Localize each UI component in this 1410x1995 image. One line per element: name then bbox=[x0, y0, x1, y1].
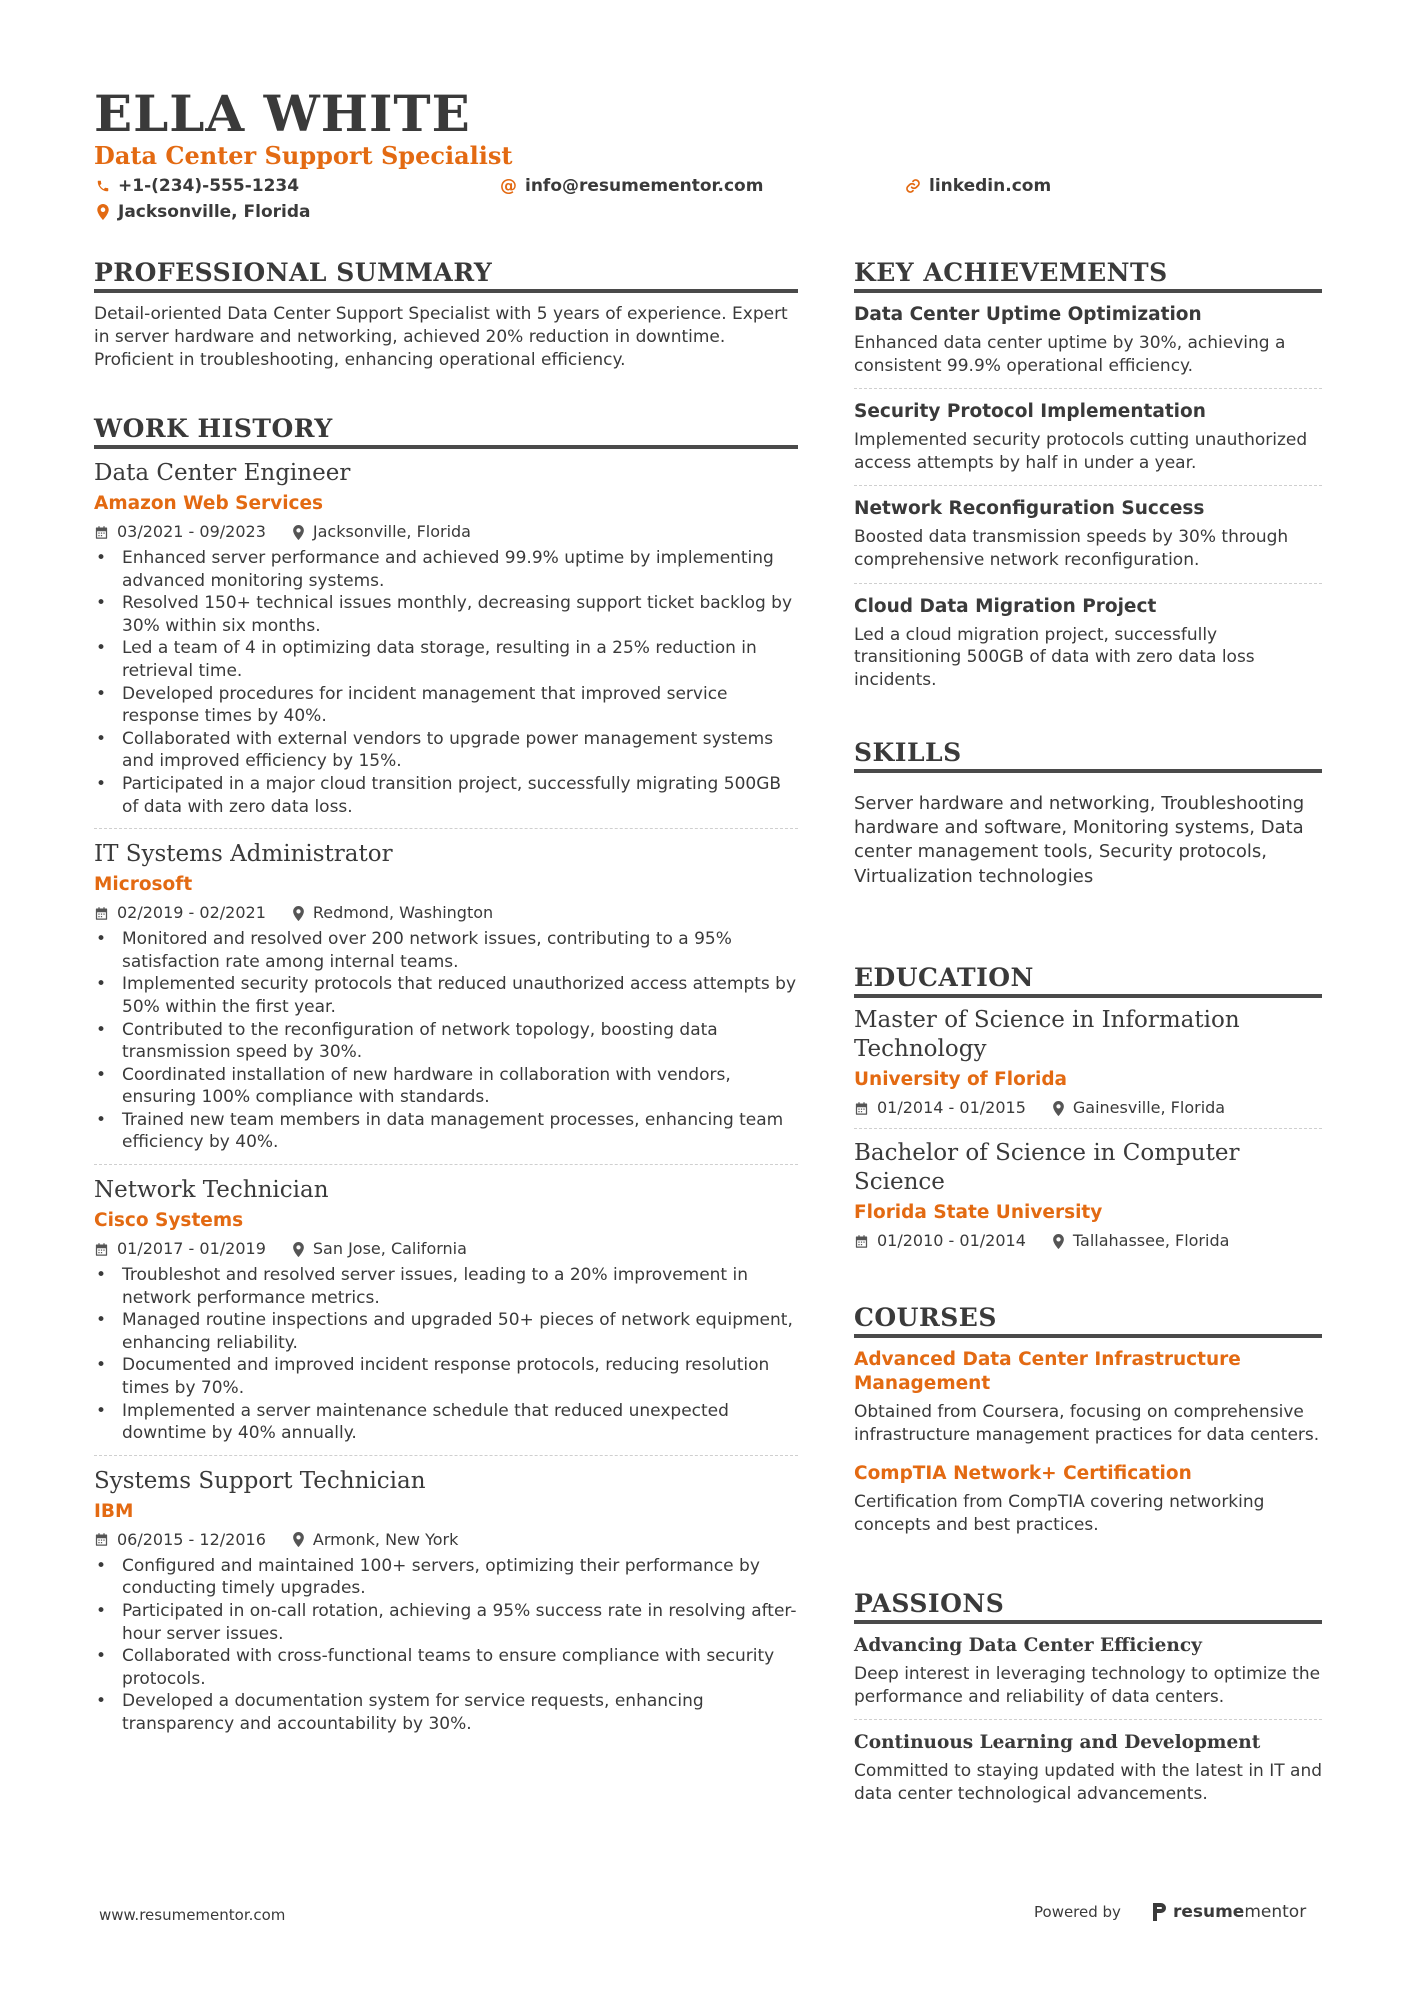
degree-title: Bachelor of Science in Computer Science bbox=[854, 1140, 1240, 1195]
course-desc: Certification from CompTIA covering networking concepts and best practices. bbox=[854, 1492, 1265, 1535]
education-meta bbox=[854, 1230, 1322, 1252]
powered-by-label: Powered by bbox=[1034, 1903, 1121, 1921]
courses-rule bbox=[854, 1334, 1322, 1338]
job-role: Systems Support Technician bbox=[94, 1467, 426, 1494]
course-desc: Obtained from Coursera, focusing on comprehensive infrastructure management practices for data centers. bbox=[854, 1402, 1320, 1445]
job-dates: 01/2017 - 01/2019 bbox=[117, 1239, 266, 1259]
achievements-heading: KEY ACHIEVEMENTS bbox=[854, 258, 1168, 287]
list-item: • Collaborated with external vendors to upgrade power management systems and improved efficiency by 15%. bbox=[94, 728, 798, 773]
degree-title: Master of Science in Information Technology bbox=[854, 1007, 1240, 1062]
job-bullets bbox=[94, 1555, 798, 1736]
achievement-item bbox=[854, 497, 1322, 582]
job-meta bbox=[94, 1238, 798, 1260]
phone-text[interactable]: +1-(234)-555-1234 bbox=[118, 176, 300, 196]
passion-item bbox=[854, 1634, 1322, 1719]
job-company: Amazon Web Services bbox=[94, 493, 324, 514]
location-pin-icon bbox=[96, 204, 110, 220]
divider bbox=[94, 828, 798, 829]
job-bullets bbox=[94, 547, 798, 818]
calendar-icon bbox=[94, 525, 109, 540]
list-item: • Monitored and resolved over 200 network issues, contributing to a 95% satisfaction rate among internal teams. bbox=[94, 928, 798, 973]
course-item bbox=[854, 1462, 1322, 1536]
linkedin-text[interactable]: linkedin.com bbox=[929, 176, 1052, 196]
candidate-name: ELLA WHITE bbox=[94, 84, 471, 143]
education-heading: EDUCATION bbox=[854, 963, 1034, 992]
work-heading: WORK HISTORY bbox=[94, 414, 333, 443]
footer-website[interactable]: www.resumementor.com bbox=[99, 1906, 286, 1924]
divider bbox=[854, 1128, 1322, 1129]
job-location: Armonk, New York bbox=[312, 1529, 459, 1549]
passion-desc: Deep interest in leveraging technology to optimize the performance and reliability of data centers. bbox=[854, 1664, 1321, 1707]
courses-heading: COURSES bbox=[854, 1303, 997, 1332]
achievement-item bbox=[854, 595, 1322, 692]
list-item: • Resolved 150+ technical issues monthly, decreasing support ticket backlog by 30% within six months. bbox=[94, 592, 798, 637]
list-item: • Led a team of 4 in optimizing data storage, resulting in a 25% reduction in retrieval time. bbox=[94, 637, 798, 682]
calendar-icon bbox=[854, 1101, 869, 1116]
work-rule bbox=[94, 445, 798, 449]
job-bullets bbox=[94, 928, 798, 1154]
passion-item bbox=[854, 1731, 1322, 1805]
achievement-title: Network Reconfiguration Success bbox=[854, 498, 1205, 520]
divider bbox=[854, 485, 1322, 486]
achievement-title: Security Protocol Implementation bbox=[854, 401, 1206, 423]
brand-logo[interactable] bbox=[1151, 1902, 1306, 1922]
achievement-desc: Enhanced data center uptime by 30%, achieving a consistent 99.9% operational efficiency. bbox=[854, 333, 1286, 376]
passions-list bbox=[854, 1634, 1322, 1805]
courses-list bbox=[854, 1348, 1322, 1536]
contact-phone bbox=[96, 175, 299, 197]
calendar-icon bbox=[94, 1532, 109, 1547]
list-item: • Enhanced server performance and achieved 99.9% uptime by implementing advanced monitoring systems. bbox=[94, 547, 798, 592]
calendar-icon bbox=[94, 906, 109, 921]
resumementor-logo-icon bbox=[1151, 1903, 1167, 1921]
location-pin-icon bbox=[292, 1532, 305, 1547]
brand-bold: resume bbox=[1172, 1902, 1245, 1922]
education-meta bbox=[854, 1097, 1322, 1119]
education-location: Gainesville, Florida bbox=[1072, 1098, 1226, 1117]
list-item: • Contributed to the reconfiguration of network topology, boosting data transmission speed by 30%. bbox=[94, 1019, 798, 1064]
list-item: • Documented and improved incident response protocols, reducing resolution times by 70%. bbox=[94, 1354, 798, 1399]
calendar-icon bbox=[94, 1242, 109, 1257]
education-dates: 01/2010 - 01/2014 bbox=[877, 1231, 1026, 1250]
divider bbox=[854, 1719, 1322, 1720]
education-item bbox=[854, 1006, 1322, 1128]
school-name: University of Florida bbox=[854, 1069, 1068, 1090]
passions-rule bbox=[854, 1620, 1322, 1624]
link-icon bbox=[905, 178, 921, 194]
job-role: Data Center Engineer bbox=[94, 460, 351, 486]
job-company: Microsoft bbox=[94, 874, 193, 896]
passion-title: Continuous Learning and Development bbox=[854, 1732, 1261, 1754]
list-item: • Managed routine inspections and upgraded 50+ pieces of network equipment, enhancing reliability. bbox=[94, 1309, 798, 1354]
location-pin-icon bbox=[292, 525, 305, 540]
list-item: • Participated in a major cloud transition project, successfully migrating 500GB of data with zero data loss. bbox=[94, 773, 798, 818]
job-meta bbox=[94, 902, 798, 924]
skills-text: Server hardware and networking, Troubleshooting hardware and software, Monitoring systems, Data center management tools, Security protocols, Virtualization technologies bbox=[854, 793, 1305, 887]
divider bbox=[854, 388, 1322, 389]
achievement-title: Cloud Data Migration Project bbox=[854, 595, 1157, 617]
achievements-list bbox=[854, 303, 1322, 691]
job-dates: 03/2021 - 09/2023 bbox=[117, 522, 266, 541]
achievement-desc: Boosted data transmission speeds by 30% through comprehensive network reconfiguration. bbox=[854, 527, 1289, 570]
job-location: Redmond, Washington bbox=[312, 903, 494, 923]
achievement-item bbox=[854, 303, 1322, 388]
achievements-rule bbox=[854, 289, 1322, 293]
education-location: Tallahassee, Florida bbox=[1072, 1231, 1230, 1250]
achievement-item bbox=[854, 400, 1322, 485]
job-meta bbox=[94, 521, 798, 543]
work-history-list bbox=[94, 458, 798, 1736]
job-location: Jacksonville, Florida bbox=[312, 522, 471, 541]
location-pin-icon bbox=[1052, 1101, 1065, 1116]
job-role: IT Systems Administrator bbox=[94, 841, 393, 868]
location-pin-icon bbox=[292, 906, 305, 921]
education-dates: 01/2014 - 01/2015 bbox=[877, 1098, 1026, 1117]
job-title-headline: Data Center Support Specialist bbox=[94, 141, 513, 170]
divider bbox=[854, 583, 1322, 584]
list-item: • Developed procedures for incident management that improved service response times by 40%. bbox=[94, 683, 798, 728]
footer-powered bbox=[1034, 1902, 1306, 1922]
job-entry bbox=[94, 458, 798, 828]
job-location: San Jose, California bbox=[312, 1239, 467, 1259]
location-pin-icon bbox=[292, 1242, 305, 1257]
contact-linkedin bbox=[905, 175, 1051, 197]
list-item: • Implemented a server maintenance schedule that reduced unexpected downtime by 40% annually. bbox=[94, 1400, 798, 1445]
job-entry bbox=[94, 1466, 798, 1736]
summary-rule bbox=[94, 289, 798, 293]
at-icon: @ bbox=[500, 176, 517, 196]
divider bbox=[94, 1455, 798, 1456]
passions-heading: PASSIONS bbox=[854, 1589, 1005, 1618]
phone-icon bbox=[96, 179, 110, 193]
contact-email bbox=[500, 175, 763, 197]
achievement-desc: Led a cloud migration project, successfully transitioning 500GB of data with zero data loss incidents. bbox=[854, 624, 1255, 690]
education-list bbox=[854, 1006, 1322, 1252]
divider bbox=[94, 1164, 798, 1165]
course-item bbox=[854, 1348, 1322, 1446]
list-item: • Collaborated with cross-functional teams to ensure compliance with security protocols. bbox=[94, 1645, 798, 1690]
achievement-title: Data Center Uptime Optimization bbox=[854, 304, 1202, 325]
passion-title: Advancing Data Center Efficiency bbox=[854, 1635, 1202, 1656]
list-item: • Developed a documentation system for service requests, enhancing transparency and accountability by 30%. bbox=[94, 1690, 798, 1735]
summary-text: Detail-oriented Data Center Support Specialist with 5 years of experience. Expert in server hardware and networking, achieved 20% reduction in downtime. Proficient in troubleshooting, enhancing operational efficiency. bbox=[94, 304, 788, 370]
job-entry bbox=[94, 839, 798, 1164]
job-company: Cisco Systems bbox=[94, 1210, 244, 1232]
course-title: CompTIA Network+ Certification bbox=[854, 1463, 1192, 1485]
calendar-icon bbox=[854, 1234, 869, 1249]
job-company: IBM bbox=[94, 1500, 134, 1522]
achievement-desc: Implemented security protocols cutting unauthorized access attempts by half in under a year. bbox=[854, 430, 1308, 473]
location-text: Jacksonville, Florida bbox=[118, 202, 311, 222]
school-name: Florida State University bbox=[854, 1202, 1103, 1223]
education-item bbox=[854, 1139, 1322, 1252]
brand-light: mentor bbox=[1244, 1902, 1307, 1922]
list-item: • Troubleshot and resolved server issues, leading to a 20% improvement in network performance metrics. bbox=[94, 1264, 798, 1309]
list-item: • Participated in on-call rotation, achieving a 95% success rate in resolving after-hour server issues. bbox=[94, 1600, 798, 1645]
job-entry bbox=[94, 1175, 798, 1455]
location-pin-icon bbox=[1052, 1234, 1065, 1249]
job-role: Network Technician bbox=[94, 1177, 329, 1204]
passion-desc: Committed to staying updated with the latest in IT and data center technological advancements. bbox=[854, 1761, 1323, 1804]
list-item: • Configured and maintained 100+ servers, optimizing their performance by conducting timely upgrades. bbox=[94, 1555, 798, 1600]
summary-heading: PROFESSIONAL SUMMARY bbox=[94, 258, 493, 287]
email-text[interactable]: info@resumementor.com bbox=[525, 176, 764, 196]
job-dates: 06/2015 - 12/2016 bbox=[117, 1529, 266, 1549]
course-title: Advanced Data Center Infrastructure Management bbox=[854, 1349, 1241, 1394]
job-meta bbox=[94, 1529, 798, 1551]
list-item: • Trained new team members in data management processes, enhancing team efficiency by 40%. bbox=[94, 1109, 798, 1154]
job-bullets bbox=[94, 1264, 798, 1445]
skills-heading: SKILLS bbox=[854, 738, 962, 767]
list-item: • Coordinated installation of new hardware in collaboration with vendors, ensuring 100% compliance with standards. bbox=[94, 1064, 798, 1109]
job-dates: 02/2019 - 02/2021 bbox=[117, 903, 266, 923]
list-item: • Implemented security protocols that reduced unauthorized access attempts by 50% within the first year. bbox=[94, 973, 798, 1018]
skills-rule bbox=[854, 769, 1322, 773]
education-rule bbox=[854, 994, 1322, 998]
contact-location bbox=[96, 201, 311, 223]
